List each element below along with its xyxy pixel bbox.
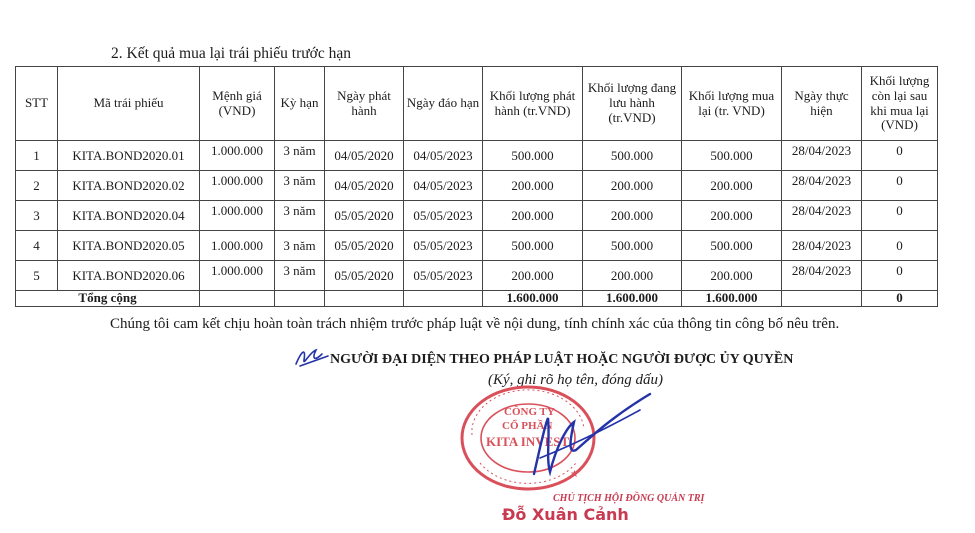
cell-outstanding-volume: 500.000 <box>583 141 682 171</box>
cell-issue-date: 05/05/2020 <box>325 201 404 231</box>
bond-repurchase-table <box>15 66 938 307</box>
cell-remaining-volume: 0 <box>862 261 938 291</box>
total-outstanding-volume: 1.600.000 <box>583 291 682 307</box>
col-header-issued-volume: Khối lượng phát hành (tr.VND) <box>483 67 583 141</box>
cell-bond-code: KITA.BOND2020.05 <box>58 231 200 261</box>
col-header-maturity-date: Ngày đáo hạn <box>404 67 483 141</box>
cell-par-value: 1.000.000 <box>200 171 275 201</box>
handwritten-signature <box>510 388 660 488</box>
cell-par-value: 1.000.000 <box>200 141 275 171</box>
cell-issued-volume: 500.000 <box>483 231 583 261</box>
seal-line-3: KITA INVEST <box>486 434 570 449</box>
col-header-issue-date: Ngày phát hành <box>325 67 404 141</box>
cell-repurchased-volume: 200.000 <box>682 171 782 201</box>
cell-remaining-volume: 0 <box>862 171 938 201</box>
cell-execution-date: 28/04/2023 <box>782 141 862 171</box>
cell-bond-code: KITA.BOND2020.01 <box>58 141 200 171</box>
table-row <box>16 141 938 171</box>
cell-term: 3 năm <box>275 141 325 171</box>
cell-outstanding-volume: 200.000 <box>583 261 682 291</box>
signatory-role: CHỦ TỊCH HỘI ĐỒNG QUẢN TRỊ <box>553 493 705 504</box>
cell-stt: 3 <box>16 201 58 231</box>
svg-text:★: ★ <box>570 469 579 480</box>
cell-remaining-volume: 0 <box>862 141 938 171</box>
initial-flourish-mark <box>292 344 332 370</box>
col-header-execution-date: Ngày thực hiện <box>782 67 862 141</box>
table-header-row <box>16 67 938 141</box>
cell-bond-code: KITA.BOND2020.02 <box>58 171 200 201</box>
col-header-remaining-volume: Khối lượng còn lại sau khi mua lại (VND) <box>862 67 938 141</box>
cell-repurchased-volume: 200.000 <box>682 201 782 231</box>
cell-par-value: 1.000.000 <box>200 231 275 261</box>
col-header-repurchased-volume: Khối lượng mua lại (tr. VND) <box>682 67 782 141</box>
section-title: 2. Kết quả mua lại trái phiếu trước hạn <box>111 45 351 62</box>
cell-repurchased-volume: 500.000 <box>682 141 782 171</box>
cell-issue-date: 04/05/2020 <box>325 141 404 171</box>
total-issued-volume: 1.600.000 <box>483 291 583 307</box>
cell-execution-date: 28/04/2023 <box>782 171 862 201</box>
cell-execution-date: 28/04/2023 <box>782 201 862 231</box>
total-empty-cell <box>325 291 404 307</box>
cell-remaining-volume: 0 <box>862 231 938 261</box>
cell-stt: 1 <box>16 141 58 171</box>
cell-execution-date: 28/04/2023 <box>782 261 862 291</box>
seal-line-2: CỔ PHẦN <box>502 420 553 432</box>
cell-maturity-date: 05/05/2023 <box>404 231 483 261</box>
col-header-term: Kỳ hạn <box>275 67 325 141</box>
total-label: Tổng cộng <box>16 291 200 307</box>
cell-repurchased-volume: 200.000 <box>682 261 782 291</box>
cell-issued-volume: 200.000 <box>483 201 583 231</box>
col-header-stt: STT <box>16 67 58 141</box>
table-row <box>16 201 938 231</box>
total-repurchased-volume: 1.600.000 <box>682 291 782 307</box>
representative-title: NGƯỜI ĐẠI DIỆN THEO PHÁP LUẬT HOẶC NGƯỜI ĐƯỢC ỦY QUYỀN <box>330 352 794 367</box>
total-empty-cell <box>200 291 275 307</box>
cell-remaining-volume: 0 <box>862 201 938 231</box>
table-row <box>16 231 938 261</box>
col-header-outstanding-volume: Khối lượng đang lưu hành (tr.VND) <box>583 67 682 141</box>
cell-maturity-date: 05/05/2023 <box>404 261 483 291</box>
cell-term: 3 năm <box>275 231 325 261</box>
cell-term: 3 năm <box>275 261 325 291</box>
table-row <box>16 261 938 291</box>
cell-maturity-date: 04/05/2023 <box>404 171 483 201</box>
cell-outstanding-volume: 200.000 <box>583 201 682 231</box>
total-remaining-volume: 0 <box>862 291 938 307</box>
cell-issue-date: 04/05/2020 <box>325 171 404 201</box>
cell-bond-code: KITA.BOND2020.04 <box>58 201 200 231</box>
total-empty-cell <box>782 291 862 307</box>
signature-instruction: (Ký, ghi rõ họ tên, đóng dấu) <box>488 372 663 388</box>
total-empty-cell <box>404 291 483 307</box>
cell-outstanding-volume: 200.000 <box>583 171 682 201</box>
cell-term: 3 năm <box>275 171 325 201</box>
commitment-statement: Chúng tôi cam kết chịu hoàn toàn trách nhiệm trước pháp luật về nội dung, tính chính xác của thông tin công bố nêu trên. <box>110 316 840 332</box>
signatory-name: Đỗ Xuân Cảnh <box>502 505 629 524</box>
cell-issued-volume: 200.000 <box>483 261 583 291</box>
table-row <box>16 171 938 201</box>
cell-issue-date: 05/05/2020 <box>325 231 404 261</box>
total-row <box>16 291 938 307</box>
seal-line-1: CÔNG TY <box>504 406 555 418</box>
cell-issued-volume: 200.000 <box>483 171 583 201</box>
cell-issue-date: 05/05/2020 <box>325 261 404 291</box>
col-header-bond-code: Mã trái phiếu <box>58 67 200 141</box>
col-header-par-value: Mệnh giá (VND) <box>200 67 275 141</box>
cell-execution-date: 28/04/2023 <box>782 231 862 261</box>
cell-stt: 4 <box>16 231 58 261</box>
cell-maturity-date: 05/05/2023 <box>404 201 483 231</box>
cell-par-value: 1.000.000 <box>200 261 275 291</box>
cell-bond-code: KITA.BOND2020.06 <box>58 261 200 291</box>
cell-issued-volume: 500.000 <box>483 141 583 171</box>
cell-outstanding-volume: 500.000 <box>583 231 682 261</box>
cell-repurchased-volume: 500.000 <box>682 231 782 261</box>
cell-term: 3 năm <box>275 201 325 231</box>
cell-maturity-date: 04/05/2023 <box>404 141 483 171</box>
cell-stt: 5 <box>16 261 58 291</box>
cell-stt: 2 <box>16 171 58 201</box>
total-empty-cell <box>275 291 325 307</box>
cell-par-value: 1.000.000 <box>200 201 275 231</box>
